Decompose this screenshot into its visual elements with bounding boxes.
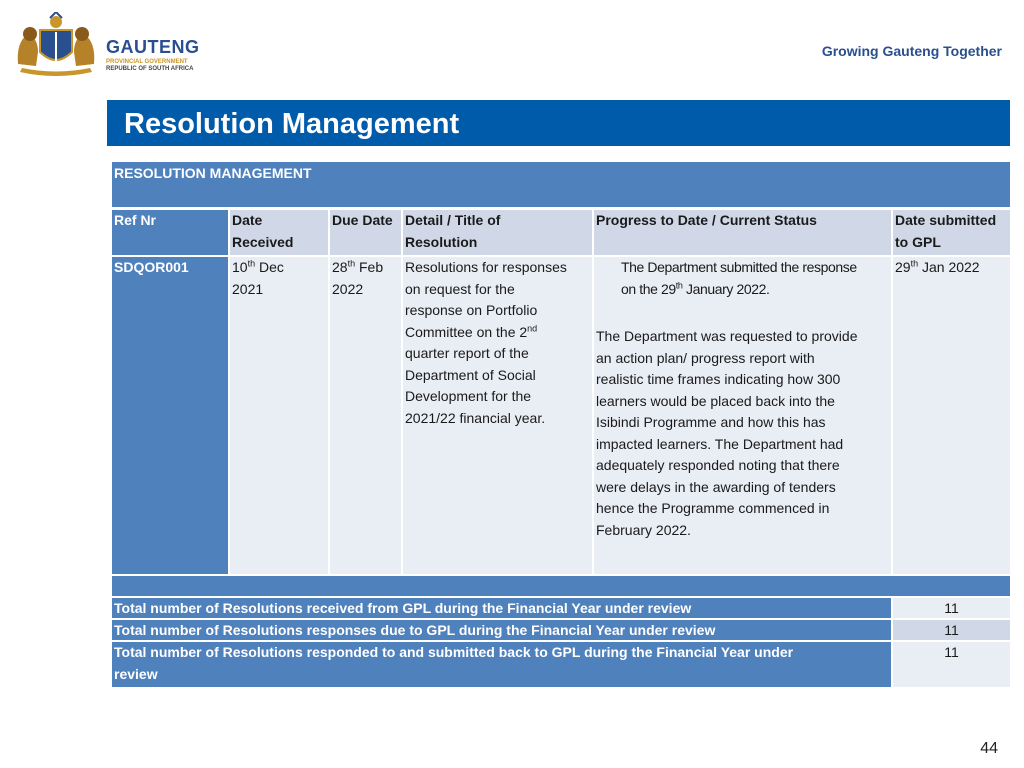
total-responded-number: 11: [944, 644, 959, 660]
total-responded-label: [112, 642, 891, 687]
logo-subtitle: PROVINCIAL GOVERNMENT: [106, 59, 188, 65]
header-received-l2: Received: [232, 233, 294, 250]
progress-text: on the 29: [621, 280, 676, 297]
row-progress: [594, 257, 891, 574]
due-month: Feb: [355, 259, 384, 275]
detail-sup: nd: [527, 322, 538, 333]
progress-text: January 2022.: [682, 280, 770, 297]
total-due-label: [112, 620, 891, 640]
progress-line: an action plan/ progress report with: [596, 349, 815, 366]
logo-country: REPUBLIC OF SOUTH AFRICA: [106, 66, 194, 72]
progress-line: were delays in the awarding of tenders: [596, 478, 836, 495]
progress-line: [596, 279, 889, 301]
detail-line: Development for the: [405, 388, 532, 404]
title-bar: [107, 100, 1010, 146]
total-received-text: Total number of Resolutions received from GPL during the Financial Year under review: [114, 600, 692, 616]
header-received-l1: Date: [232, 212, 263, 228]
row-detail: [403, 257, 592, 574]
progress-spacer: [596, 300, 889, 326]
row-received-date: [232, 257, 326, 279]
page-number: 44: [980, 740, 998, 757]
detail-line: quarter report of the: [405, 345, 529, 361]
header-detail-l2: Resolution: [405, 233, 478, 250]
total-received-label: [112, 598, 891, 618]
row-ref-nr: [112, 257, 228, 574]
table-separator-band: [112, 576, 1010, 596]
detail-line: 2021/22 financial year.: [405, 409, 546, 426]
progress-sup: th: [675, 279, 683, 290]
header-due-label: Due Date: [332, 212, 393, 228]
total-responded-text-l1: Total number of Resolutions responded to and submitted back to GPL during the Financial Year under: [114, 644, 794, 660]
progress-line: hence the Programme commenced in: [596, 500, 830, 516]
received-month: Dec: [255, 259, 284, 275]
progress-line: Isibindi Programme and how this has: [596, 414, 826, 430]
detail-line: [405, 322, 590, 344]
header-due-date: [330, 210, 401, 255]
detail-line: Department of Social: [405, 366, 536, 383]
received-day: 10: [232, 259, 248, 275]
progress-line: The Department was requested to provide: [596, 328, 858, 344]
progress-line: impacted learners. The Department had: [596, 435, 844, 452]
header-ref-label: Ref Nr: [114, 212, 157, 228]
progress-line: February 2022.: [596, 521, 691, 538]
detail-text: Committee on the 2: [405, 323, 528, 340]
progress-line: adequately responded noting that there: [596, 457, 840, 473]
row-date-received: [230, 257, 328, 574]
row-submitted-value: [895, 257, 1008, 279]
total-responded-value: [893, 642, 1010, 687]
received-year: 2021: [232, 280, 264, 297]
submitted-sup: th: [910, 258, 919, 269]
row-due-date-value: [332, 257, 399, 279]
total-due-number: 11: [944, 622, 959, 638]
detail-line: response on Portfolio: [405, 302, 538, 318]
row-ref-value: SDQOR001: [114, 259, 189, 275]
progress-line: learners would be placed back into the: [596, 392, 835, 409]
page-title: Resolution Management: [124, 108, 460, 140]
header-ref-nr: [112, 210, 228, 255]
due-year: 2022: [332, 280, 364, 297]
detail-line: Resolutions for responses: [405, 259, 567, 275]
header-submitted-l2: to GPL: [895, 233, 941, 250]
header-detail-l1: Detail / Title of: [405, 212, 501, 228]
row-date-submitted: [893, 257, 1010, 574]
due-day: 28: [332, 259, 348, 275]
header-progress: [594, 210, 891, 255]
progress-line: The Department submitted the response: [621, 259, 857, 275]
received-sup: th: [247, 258, 256, 269]
total-due-value: [893, 620, 1010, 640]
row-due-date: [330, 257, 401, 574]
header-date-submitted: [893, 210, 1010, 255]
due-sup: th: [347, 258, 356, 269]
total-responded-text-l2: review: [114, 665, 158, 682]
submitted-day: 29: [895, 259, 911, 275]
header-date-received: [230, 210, 328, 255]
header-progress-label: Progress to Date / Current Status: [596, 212, 817, 228]
submitted-month: Jan 2022: [918, 259, 980, 275]
detail-line: on request for the: [405, 280, 515, 297]
coat-of-arms-icon: [10, 12, 102, 78]
header-submitted-l1: Date submitted: [895, 212, 997, 228]
total-received-value: [893, 598, 1010, 618]
logo-name: GAUTENG: [106, 37, 200, 57]
progress-line: realistic time frames indicating how 300: [596, 371, 841, 387]
table-band-title: RESOLUTION MANAGEMENT: [112, 162, 1010, 207]
gauteng-logo: [10, 12, 200, 78]
tagline: Growing Gauteng Together: [821, 43, 1002, 59]
total-due-text: Total number of Resolutions responses due to GPL during the Financial Year under review: [114, 622, 716, 638]
total-received-number: 11: [944, 600, 959, 616]
header-detail: [403, 210, 592, 255]
